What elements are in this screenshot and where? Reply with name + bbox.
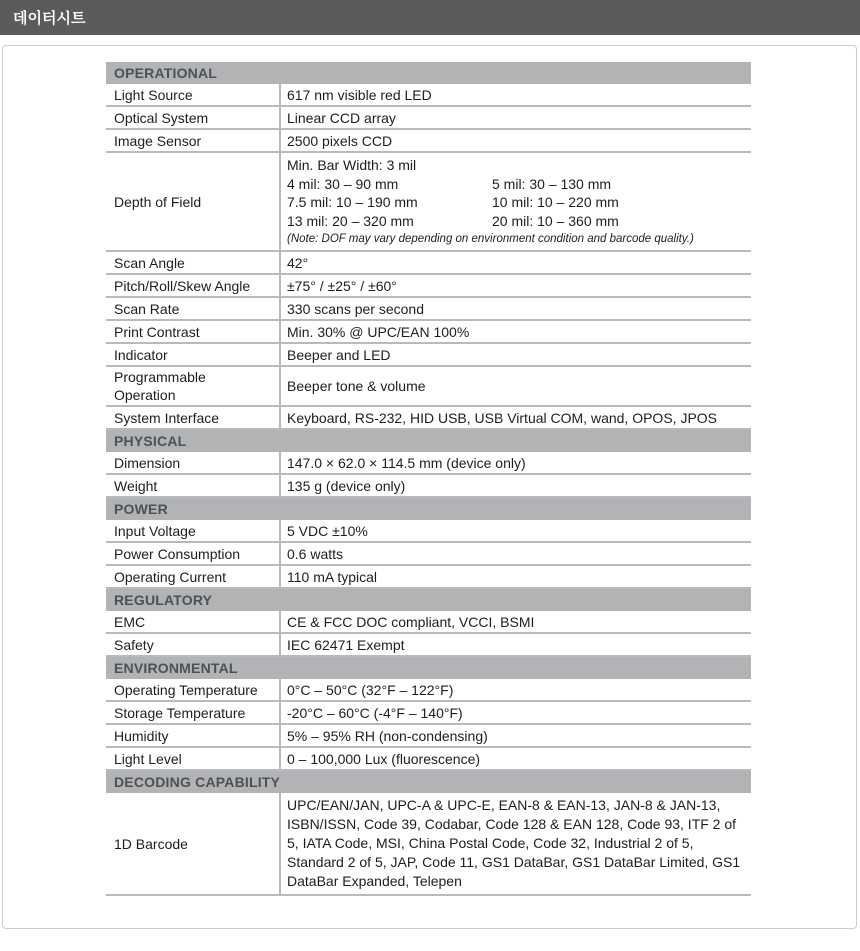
dof-line [287, 175, 747, 194]
spec-row-storage-temperature [106, 702, 751, 725]
section-header-physical: PHYSICAL [106, 430, 751, 452]
spec-label: Operating Current [114, 568, 227, 585]
spec-row-optical-system [106, 107, 751, 130]
section-header-environmental: ENVIRONMENTAL [106, 657, 751, 679]
spec-value: Beeper tone & volume [279, 367, 751, 405]
spec-row-indicator [106, 344, 751, 367]
spec-label: Storage Temperature [114, 704, 246, 721]
spec-row-image-sensor [106, 130, 751, 153]
spec-value: 147.0 × 62.0 × 114.5 mm (device only) [279, 452, 751, 473]
spec-label: Humidity [114, 727, 169, 744]
spec-label-text: Programmable Operation [114, 369, 206, 403]
spec-row-emc [106, 611, 751, 634]
spec-value: -20°C – 60°C (-4°F – 140°F) [279, 702, 751, 723]
spec-row-print-contrast [106, 321, 751, 344]
dof-intro: Min. Bar Width: 3 mil [287, 157, 417, 173]
spec-row-input-voltage [106, 520, 751, 543]
spec-row-operating-current [106, 566, 751, 589]
spec-value: ±75° / ±25° / ±60° [279, 275, 751, 296]
dof-left: 4 mil: 30 – 90 mm [287, 175, 399, 192]
spec-label: Scan Angle [114, 254, 185, 271]
spec-row-power-consumption [106, 543, 751, 566]
dof-left: 13 mil: 20 – 320 mm [287, 212, 414, 229]
spec-row-dimension [106, 452, 751, 475]
spec-row-pitch-roll-skew-angle [106, 275, 751, 298]
spec-value: 0°C – 50°C (32°F – 122°F) [279, 679, 751, 700]
spec-value: 5 VDC ±10% [279, 520, 751, 541]
spec-row-operating-temperature [106, 679, 751, 702]
section-header-regulatory: REGULATORY [106, 589, 751, 611]
spec-value: Linear CCD array [279, 107, 751, 128]
spec-label: Safety [114, 636, 154, 653]
spec-value: 617 nm visible red LED [279, 84, 751, 105]
spec-value: 0 – 100,000 Lux (fluorescence) [279, 748, 751, 769]
spec-value: 110 mA typical [279, 566, 751, 587]
spec-value: UPC/EAN/JAN, UPC-A & UPC-E, EAN-8 & EAN-13, JAN-8 & JAN-13, ISBN/ISSN, Code 39, Codabar, Code 128 & EAN 128, Code 93, ITF 2 of 5, IATA Code, MSI, China Postal Code, Code 32, Industrial 2 of 5, Standard 2 of 5, JAP, Code 11, GS1 DataBar, GS1 DataBar Limited, GS1 DataBar Expanded, Telepen [279, 793, 751, 894]
content-card [2, 45, 857, 929]
spec-label: Light Level [114, 750, 182, 767]
spec-value: 135 g (device only) [279, 475, 751, 496]
spec-label: Operating Temperature [114, 681, 258, 698]
dof-left: 7.5 mil: 10 – 190 mm [287, 194, 418, 210]
spec-value: 330 scans per second [279, 298, 751, 319]
spec-value: Keyboard, RS-232, HID USB, USB Virtual COM, wand, OPOS, JPOS [279, 407, 751, 428]
spec-label: Power Consumption [114, 545, 241, 562]
dof-right: 10 mil: 10 – 220 mm [492, 194, 619, 210]
dof-note: (Note: DOF may vary depending on environment condition and barcode quality.) [287, 233, 694, 245]
spec-row-scan-angle [106, 252, 751, 275]
spec-value: 42° [279, 252, 751, 273]
spec-table [106, 62, 751, 896]
spec-label: Dimension [114, 454, 181, 471]
spec-row-light-level [106, 748, 751, 771]
spec-row-programmable-operation [106, 367, 751, 407]
spec-label: Pitch/Roll/Skew Angle [114, 277, 251, 294]
dof-right: 20 mil: 10 – 360 mm [492, 212, 619, 229]
spec-label: Scan Rate [114, 300, 180, 317]
spec-value: 5% – 95% RH (non-condensing) [279, 725, 751, 746]
spec-label: Indicator [114, 346, 168, 363]
spec-row-depth-of-field [106, 153, 751, 252]
spec-label: System Interface [114, 409, 220, 426]
datasheet-section-header-bar [0, 0, 860, 35]
spec-label: Weight [114, 477, 158, 494]
spec-label: EMC [114, 613, 146, 630]
spec-row-1d-barcode [106, 793, 751, 896]
spec-row-humidity [106, 725, 751, 748]
spec-value: IEC 62471 Exempt [279, 634, 751, 655]
spec-row-safety [106, 634, 751, 657]
spec-value: CE & FCC DOC compliant, VCCI, BSMI [279, 611, 751, 632]
spec-label: Print Contrast [114, 323, 200, 340]
depth-of-field-details [287, 156, 747, 247]
spec-value: 0.6 watts [279, 543, 751, 564]
spec-value: Min. 30% @ UPC/EAN 100% [279, 321, 751, 342]
spec-label: Light Source [114, 86, 193, 103]
spec-label: Optical System [114, 109, 209, 126]
spec-value: 2500 pixels CCD [279, 130, 751, 151]
section-header-power: POWER [106, 498, 751, 520]
spec-value [279, 153, 751, 250]
spec-label [106, 367, 279, 405]
spec-label: 1D Barcode [114, 835, 188, 852]
spec-row-light-source [106, 84, 751, 107]
spec-label: Image Sensor [114, 132, 202, 149]
dof-right: 5 mil: 30 – 130 mm [492, 175, 612, 192]
spec-label: Depth of Field [114, 193, 202, 210]
page-title: 데이터시트 [13, 10, 86, 27]
dof-line [287, 193, 747, 212]
dof-line [287, 212, 747, 231]
spec-row-weight [106, 475, 751, 498]
spec-label: Input Voltage [114, 522, 196, 539]
spec-value: Beeper and LED [279, 344, 751, 365]
section-header-operational: OPERATIONAL [106, 62, 751, 84]
spec-row-system-interface [106, 407, 751, 430]
section-header-decoding-capability: DECODING CAPABILITY [106, 771, 751, 793]
spec-row-scan-rate [106, 298, 751, 321]
